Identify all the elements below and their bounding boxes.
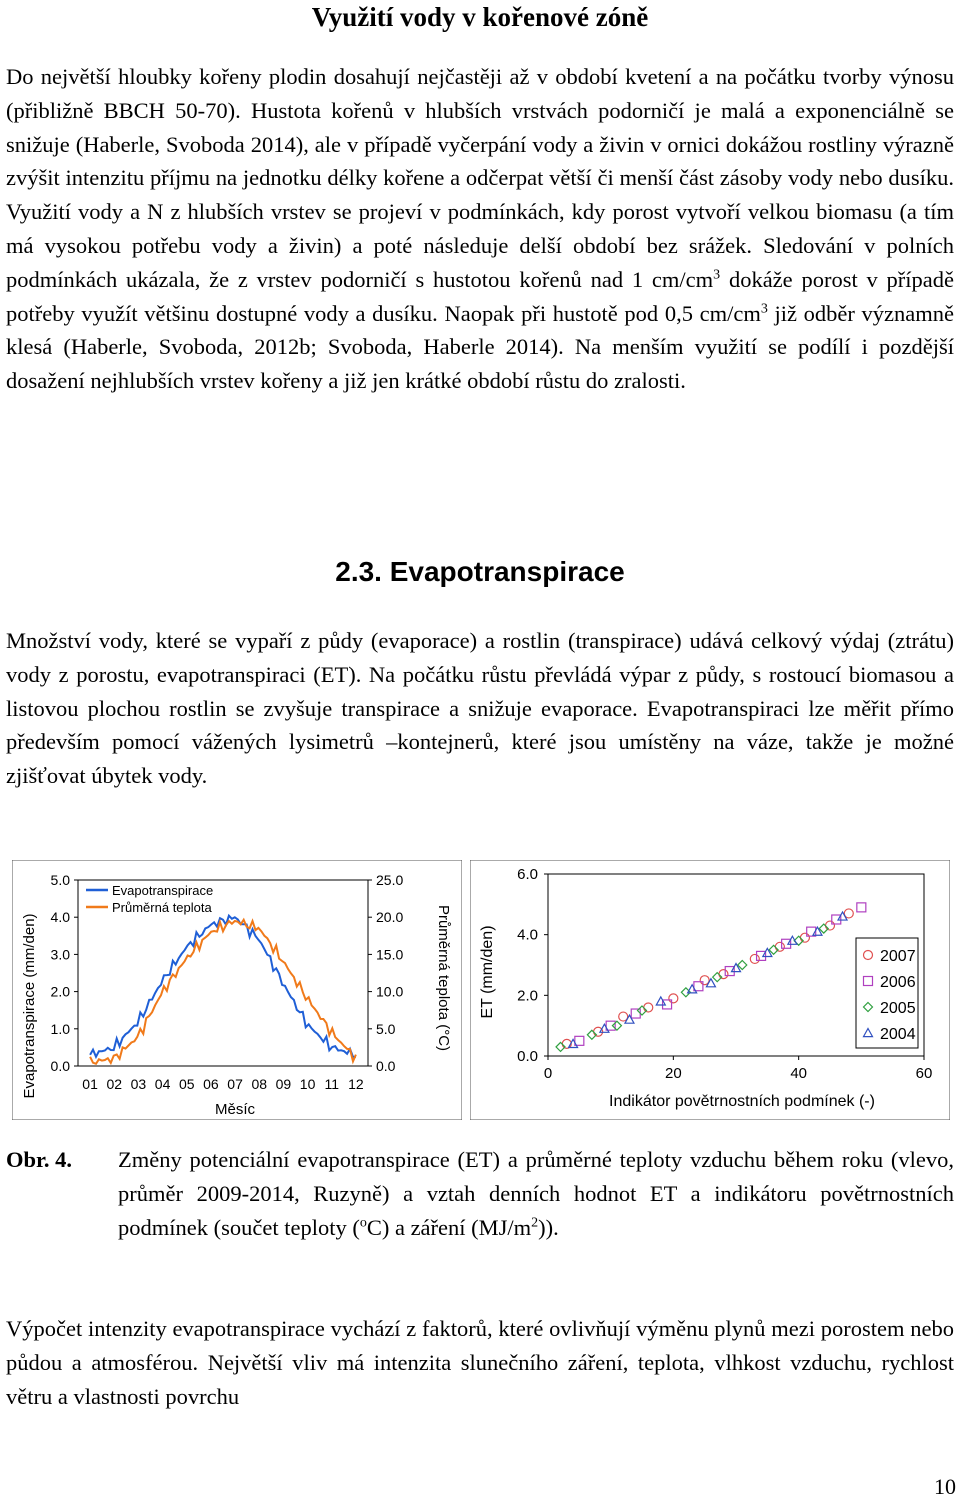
- x-axis-label: Indikátor povětrnostních podmínek (-): [609, 1093, 875, 1110]
- x-tick-label: 40: [790, 1065, 808, 1082]
- y-tick-label: 5.0: [50, 872, 70, 888]
- paragraph-text: Do největší hloubky kořeny plodin dosahují nejčastěji až v období kvetení a na počátku tvorby výnosu (přibližně BBCH 50-70). Hustota kořenů v hlubších vrstvách podorničí je malá a exponenciálně se snižuje (Haberle, Svoboda 2014), ale v případě vyčerpání vody a živin v ornici dokážou rostliny výrazně zvýšit intenzitu příjmu na jednotku délky kořene a odčerpat větší či menší část zásoby vody nebo dusíku. Využití vody a N z hlubších vrstev se projeví v podmínkách, kdy porost vytvoří velkou biomasu (a tím má vysokou potřebu vody a živin) a poté následuje delší období bez srážek. Sledování v polních podmínkách ukázala, že z vrstev podorničí s hustotou kořenů nad 1 cm/cm: [6, 64, 954, 292]
- paragraph-text: dokáže porost v případě potřeby využít většinu dostupné vody a dusíku. Naopak při hustotě pod 0,5 cm/cm: [6, 266, 954, 326]
- paragraph-evapotranspiration: Množství vody, které se vypaří z půdy (evaporace) a rostlin (transpirace) udává celkový výdaj (ztrátu) vody z porostu, evapotranspiraci (ET). Na počátku růstu převládá výpar z půdy, s rostoucí biomasou a listovou plochou rostlin se zvyšuje transpirace a snižuje evaporace. Evapotranspiraci lze měřit přímo především pomocí vážených lysimetrů –kontejnerů, které jsou umístěny na váze, takže je možné zjišťovat úbytek vody.: [6, 628, 954, 789]
- x-tick-label: 03: [130, 1076, 147, 1092]
- x-tick-label: 02: [106, 1076, 123, 1092]
- x-tick-label: 06: [203, 1076, 219, 1092]
- page-number: 10: [934, 1474, 956, 1499]
- y2-tick-label: 20.0: [376, 909, 404, 926]
- caption-text-part: Změny potenciální evapotranspirace (ET) a průměrné teploty vzduchu během roku (vlevo, průměr 2009-2014, Ruzyně) a vztah denních hodnot ET a indikátoru povětrnostních podmínek (součet teploty (: [118, 1147, 954, 1240]
- legend-label: 2006: [880, 974, 916, 991]
- x-tick-label: 10: [299, 1076, 316, 1092]
- caption-text-part: C) a záření (MJ/m: [366, 1214, 532, 1240]
- y2-tick-label: 5.0: [376, 1020, 396, 1037]
- y-tick-label: 2.0: [50, 983, 70, 1000]
- y-tick-label: 2.0: [517, 987, 538, 1005]
- x-axis-label: Měsíc: [214, 1101, 256, 1118]
- x-tick-label: 11: [324, 1076, 340, 1092]
- superscript: 3: [760, 301, 768, 317]
- line-chart: [12, 860, 462, 1120]
- y-tick-label: 0.0: [50, 1058, 70, 1074]
- x-tick-label: 05: [178, 1076, 195, 1092]
- caption-label: Obr. 4.: [6, 1147, 73, 1172]
- x-tick-label: 01: [82, 1076, 98, 1092]
- caption-text-part: )).: [538, 1214, 559, 1240]
- y-tick-label: 1.0: [50, 1020, 70, 1037]
- x-tick-label: 60: [915, 1065, 933, 1082]
- y-tick-label: 4.0: [517, 926, 538, 944]
- figure-caption: [6, 1143, 954, 1283]
- y2-tick-label: 0.0: [376, 1058, 396, 1074]
- x-tick-label: 09: [275, 1076, 292, 1092]
- x-tick-label: 20: [664, 1065, 682, 1082]
- legend-label: Evapotranspirace: [112, 883, 214, 898]
- y-axis-label: ET (mm/den): [479, 925, 496, 1019]
- y2-axis-label: Průměrná teplota (°C): [435, 904, 452, 1052]
- superscript: o: [359, 1215, 367, 1231]
- x-tick-label: 08: [251, 1076, 268, 1092]
- x-tick-label: 07: [227, 1076, 243, 1092]
- figure-et-scatter: [470, 860, 950, 1120]
- y-tick-label: 6.0: [517, 866, 538, 883]
- superscript: 3: [713, 267, 721, 283]
- caption-text: [118, 1143, 954, 1244]
- paragraph-text: již odběr významně klesá (Haberle, Svoboda, 2012b; Svoboda, Haberle 2014). Na menším využití se podílí i pozdější dosažení nejhlubších vrstev kořeny a již jen krátké období růstu do zralosti.: [6, 300, 954, 394]
- page-title: Využití vody v kořenové zóně: [311, 2, 649, 32]
- legend-label: 2007: [880, 948, 916, 965]
- figure-et-temperature: [12, 860, 462, 1120]
- y2-tick-label: 10.0: [376, 983, 404, 1000]
- y-axis-label: Evapotranspirace (mm/den): [21, 913, 38, 1099]
- legend-label: Průměrná teplota: [112, 900, 212, 915]
- y-tick-label: 0.0: [517, 1048, 538, 1065]
- paragraph-et-factors: Výpočet intenzity evapotranspirace vychází z faktorů, které ovlivňují výměnu plynů mezi porostem nebo půdou a atmosférou. Největší vliv má intenzita slunečního záření, teplota, vlhkost vzduchu, rychlost větru a vlastnosti povrchu: [6, 1316, 954, 1409]
- section-heading: 2.3. Evapotranspirace: [335, 556, 625, 587]
- scatter-chart: [470, 860, 950, 1120]
- y2-tick-label: 15.0: [376, 946, 404, 963]
- legend-label: 2004: [880, 1026, 916, 1043]
- x-tick-label: 12: [348, 1076, 364, 1092]
- y-tick-label: 3.0: [50, 946, 70, 963]
- x-tick-label: 0: [543, 1065, 553, 1082]
- superscript: 2: [531, 1215, 539, 1231]
- y-tick-label: 4.0: [50, 909, 70, 926]
- paragraph-root-zone: [6, 60, 954, 398]
- legend-label: 2005: [880, 1000, 916, 1017]
- y2-tick-label: 25.0: [376, 872, 404, 888]
- x-tick-label: 04: [154, 1076, 171, 1092]
